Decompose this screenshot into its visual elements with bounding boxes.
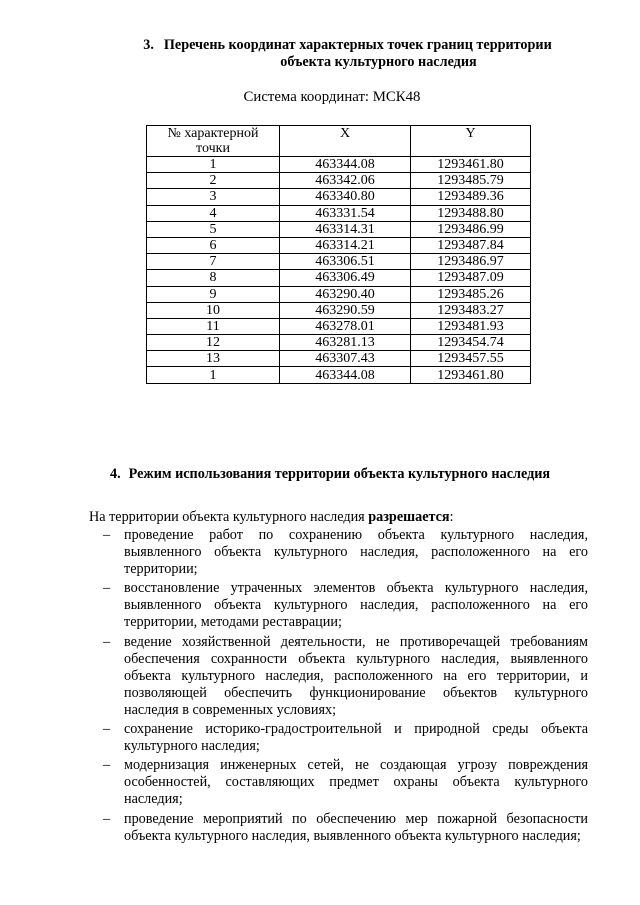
table-row: [147, 254, 531, 270]
cell-x: 463344.08: [280, 157, 411, 173]
column-header-x: X: [280, 126, 411, 157]
section-3-title: [0, 37, 640, 71]
list-item: [103, 634, 588, 719]
cell-x: 463340.80: [280, 189, 411, 205]
table-row: [147, 367, 531, 383]
section-4-title-text: Режим использования территории объекта культурного наследия: [128, 466, 551, 482]
list-item-text: модернизация инженерных сетей, не создающая угрозу повреждения особенностей, составляющих предмет охраны объекта культурного наследия;: [124, 757, 588, 808]
table-row: [147, 302, 531, 318]
section-3-title-line-2: объекта культурного наследия: [280, 54, 477, 70]
cell-x: 463307.43: [280, 351, 411, 367]
section-4-intro: [89, 509, 454, 526]
cell-point-number: 1: [147, 157, 280, 173]
bullet-dash: –: [103, 810, 111, 827]
table-row: [147, 318, 531, 334]
cell-point-number: 7: [147, 254, 280, 270]
cell-y: 1293454.74: [411, 335, 531, 351]
bullet-dash: –: [103, 721, 111, 738]
section-3-number: 3.: [143, 37, 154, 53]
cell-x: 463278.01: [280, 318, 411, 334]
cell-x: 463331.54: [280, 205, 411, 221]
cell-x: 463314.31: [280, 221, 411, 237]
cell-y: 1293486.99: [411, 221, 531, 237]
table-row: [147, 335, 531, 351]
cell-point-number: 1: [147, 367, 280, 383]
section-4-title: [110, 466, 550, 483]
cell-point-number: 10: [147, 302, 280, 318]
cell-y: 1293488.80: [411, 205, 531, 221]
bullet-dash: –: [103, 580, 111, 597]
cell-x: 463290.59: [280, 302, 411, 318]
cell-y: 1293487.84: [411, 237, 531, 253]
list-item: [103, 527, 588, 578]
cell-point-number: 5: [147, 221, 280, 237]
bullet-dash: –: [103, 527, 111, 543]
cell-x: 463314.21: [280, 237, 411, 253]
list-item-text: сохранение историко-градостроительной и природной среды объекта культурного наследия;: [124, 721, 588, 755]
table-row: [147, 221, 531, 237]
cell-point-number: 13: [147, 351, 280, 367]
list-item: [103, 580, 588, 631]
cell-x: 463342.06: [280, 173, 411, 189]
cell-x: 463281.13: [280, 335, 411, 351]
column-header-y: Y: [411, 126, 531, 157]
cell-y: 1293483.27: [411, 302, 531, 318]
table-row: [147, 351, 531, 367]
bullet-dash: –: [103, 757, 111, 774]
coordinates-table: [146, 125, 531, 384]
list-item: [103, 721, 588, 755]
cell-y: 1293461.80: [411, 157, 531, 173]
table-row: [147, 286, 531, 302]
cell-y: 1293489.36: [411, 189, 531, 205]
cell-x: 463306.51: [280, 254, 411, 270]
list-item: [103, 757, 588, 808]
cell-point-number: 12: [147, 335, 280, 351]
column-header-point: № характерной точки: [147, 126, 280, 157]
coordinate-system-label: Система координат: МСК48: [243, 89, 421, 105]
list-item-text: проведение работ по сохранению объекта культурного наследия, выявленного объекта культурного наследия, расположенного на его территории;: [124, 527, 588, 578]
section-3-title-text: Перечень координат характерных точек границ территории: [163, 37, 552, 53]
cell-x: 463344.08: [280, 367, 411, 383]
cell-y: 1293486.97: [411, 254, 531, 270]
cell-y: 1293481.93: [411, 318, 531, 334]
list-item-text: ведение хозяйственной деятельности, не противоречащей требованиям обеспечения сохранности объекта культурного наследия, выявленного объекта культурного наследия, расположенного на его территории, и позволяющей обеспечить функционирование объектов культурного наследия в современных условиях;: [124, 633, 588, 718]
list-item-text: восстановление утраченных элементов объекта культурного наследия, выявленного объекта культурного наследия, расположенного на его территории, методами реставрации;: [124, 580, 588, 631]
table-row: [147, 189, 531, 205]
cell-point-number: 11: [147, 318, 280, 334]
list-item-text: проведение мероприятий по обеспечению мер пожарной безопасности объекта культурного наследия, выявленного объекта культурного наследия;: [124, 810, 588, 844]
intro-suffix: :: [449, 509, 454, 525]
table-row: [147, 205, 531, 221]
cell-x: 463290.40: [280, 286, 411, 302]
bullet-dash: –: [103, 633, 111, 650]
table-row: [147, 270, 531, 286]
permitted-activities-list: [103, 527, 588, 847]
table-row: [147, 173, 531, 189]
table-row: [147, 237, 531, 253]
cell-point-number: 9: [147, 286, 280, 302]
intro-prefix: На территории объекта культурного наследия: [89, 509, 369, 525]
cell-point-number: 3: [147, 189, 280, 205]
intro-bold-word: разрешается: [368, 509, 450, 525]
cell-y: 1293485.26: [411, 286, 531, 302]
cell-y: 1293485.79: [411, 173, 531, 189]
cell-point-number: 4: [147, 205, 280, 221]
section-4-number: 4.: [110, 466, 121, 482]
cell-y: 1293457.55: [411, 351, 531, 367]
section-3-title-line-1: [0, 37, 640, 54]
table-body: [147, 157, 531, 384]
cell-y: 1293487.09: [411, 270, 531, 286]
table-row: [147, 157, 531, 173]
list-item: [103, 811, 588, 845]
cell-point-number: 8: [147, 270, 280, 286]
cell-point-number: 2: [147, 173, 280, 189]
cell-x: 463306.49: [280, 270, 411, 286]
cell-y: 1293461.80: [411, 367, 531, 383]
table-header-row: [147, 126, 531, 157]
cell-point-number: 6: [147, 237, 280, 253]
